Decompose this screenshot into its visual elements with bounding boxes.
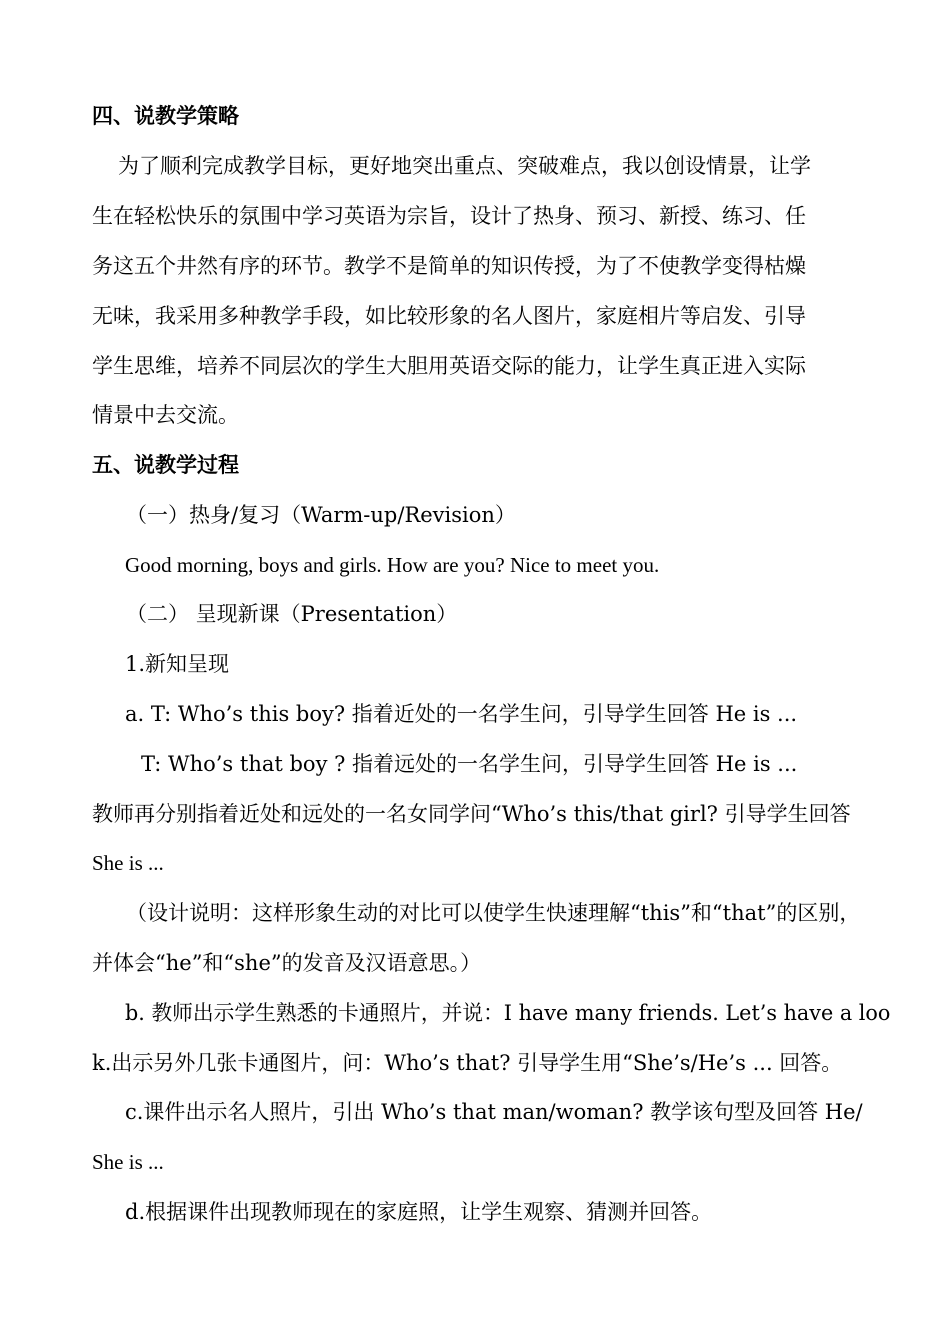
item-a-line-3: 教师再分别指着近处和远处的一名女同学问“Who’s this/that girl? 引导学生回答 (92, 802, 851, 826)
item-c-line-2: She is ... (92, 1150, 164, 1174)
section-5-heading: 五、说教学过程 (92, 452, 239, 477)
item-a-line-4: She is ... (92, 851, 164, 875)
item-b-line-2: k.出示另外几张卡通图片，问：Who’s that? 引导学生用“She’s/He’s ... 回答。 (92, 1051, 843, 1075)
item-a-line-2: T: Who’s that boy ? 指着远处的一名学生问，引导学生回答 He is ... (141, 752, 798, 776)
part-1-greeting: Good morning, boys and girls. How are you? Nice to meet you. (125, 553, 660, 577)
part-2-title: （二） 呈现新课（Presentation） (126, 602, 458, 626)
strategy-paragraph-line-4: 无味，我采用多种教学手段，如比较形象的名人图片，家庭相片等启发、引导 (92, 304, 806, 328)
strategy-paragraph-line-5: 学生思维，培养不同层次的学生大胆用英语交际的能力，让学生真正进入实际 (92, 354, 806, 378)
section-4-heading: 四、说教学策略 (92, 103, 239, 128)
item-b-line-1: b. 教师出示学生熟悉的卡通照片，并说：I have many friends. Let’s have a loo (125, 1001, 891, 1025)
item-d-line-1: d.根据课件出现教师现在的家庭照，让学生观察、猜测并回答。 (125, 1200, 713, 1224)
item-c-line-1: c.课件出示名人照片，引出 Who’s that man/woman? 教学该句型及回答 He/ (125, 1100, 863, 1124)
design-note-line-2: 并体会“he”和“she”的发音及汉语意思。） (92, 951, 482, 975)
design-note-line-1: （设计说明：这样形象生动的对比可以使学生快速理解“this”和“that”的区别， (126, 901, 861, 925)
step-1-title: 1.新知呈现 (125, 652, 230, 676)
strategy-paragraph-line-2: 生在轻松快乐的氛围中学习英语为宗旨，设计了热身、预习、新授、练习、任 (92, 204, 806, 228)
strategy-paragraph-line-3: 务这五个井然有序的环节。教学不是简单的知识传授，为了不使教学变得枯燥 (92, 254, 806, 278)
item-a-line-1: a. T: Who’s this boy? 指着近处的一名学生问，引导学生回答 He is ... (125, 702, 798, 726)
strategy-paragraph-line-1: 为了顺利完成教学目标，更好地突出重点、突破难点，我以创设情景，让学 (118, 154, 811, 178)
strategy-paragraph-line-6: 情景中去交流。 (92, 403, 239, 427)
part-1-title: （一）热身/复习（Warm-up/Revision） (126, 503, 516, 527)
